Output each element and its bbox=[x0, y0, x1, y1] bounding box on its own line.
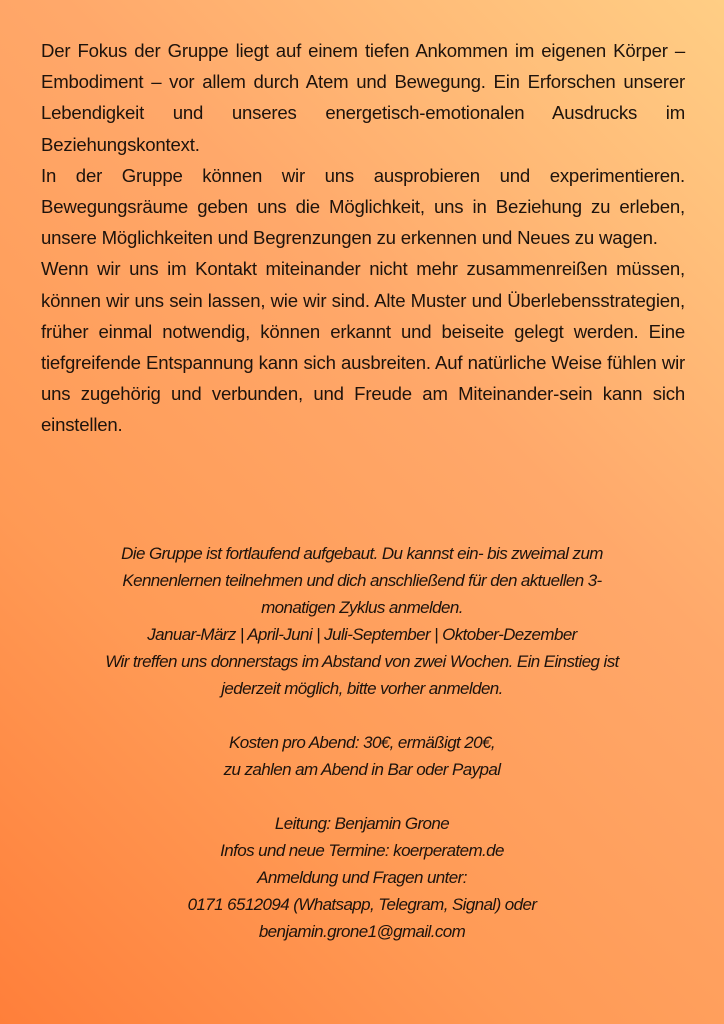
paragraph-contact: Wenn wir uns im Kontakt miteinander nicht mehr zusammenreißen müssen, können wir uns sein lassen, wie wir sind. Alte Muster und Überlebensstrategien, früher einmal notwendig, können erkannt und beiseite gelegt werden. Eine tiefgreifende Entspannung kann sich ausbreiten. Auf natürliche Weise fühlen wir uns zugehörig und verbunden, und Freude am Miteinander-sein kann sich einstellen. bbox=[41, 258, 685, 436]
costs-line-1: Kosten pro Abend: 30€, ermäßigt 20€, bbox=[228, 733, 495, 752]
costs-line-2: zu zahlen am Abend in Bar oder Paypal bbox=[223, 760, 501, 779]
schedule-cycles: Januar-März | April-Juni | Juli-September | Oktober-Dezember bbox=[147, 625, 577, 644]
info-block bbox=[40, 540, 684, 945]
contact-infos: Infos und neue Termine: koerperatem.de bbox=[220, 841, 504, 860]
contact-email: benjamin.grone1@gmail.com bbox=[258, 922, 466, 941]
contact-anmeldung: Anmeldung und Fragen unter: bbox=[257, 868, 467, 887]
schedule-line-1: Die Gruppe ist fortlaufend aufgebaut. Du kannst ein- bis zweimal zum bbox=[121, 544, 603, 563]
description-text bbox=[41, 35, 685, 441]
spacer bbox=[40, 702, 684, 729]
contact-leitung: Leitung: Benjamin Grone bbox=[274, 814, 450, 833]
schedule-line-3: monatigen Zyklus anmelden. bbox=[261, 598, 463, 617]
schedule-line-4: Wir treffen uns donnerstags im Abstand von zwei Wochen. Ein Einstieg ist bbox=[105, 652, 619, 671]
schedule-line-5: jederzeit möglich, bitte vorher anmelden. bbox=[221, 679, 503, 698]
contact-phone: 0171 6512094 (Whatsapp, Telegram, Signal) oder bbox=[187, 895, 537, 914]
spacer bbox=[40, 783, 684, 810]
schedule-line-2: Kennenlernen teilnehmen und dich anschließend für den aktuellen 3- bbox=[122, 571, 602, 590]
paragraph-experiment: In der Gruppe können wir uns ausprobieren und experimentieren. Bewegungsräume geben uns die Möglichkeit, uns in Beziehung zu erleben, unsere Möglichkeiten und Begrenzungen zu erkennen und Neues zu wagen. bbox=[41, 164, 685, 249]
paragraph-focus: Der Fokus der Gruppe liegt auf einem tiefen Ankommen im eigenen Körper – Embodiment – vor allem durch Atem und Bewegung. Ein Erforschen unserer Lebendigkeit und unseres energetisch-emotionalen Ausdrucks im Beziehungskontext. bbox=[41, 40, 685, 155]
